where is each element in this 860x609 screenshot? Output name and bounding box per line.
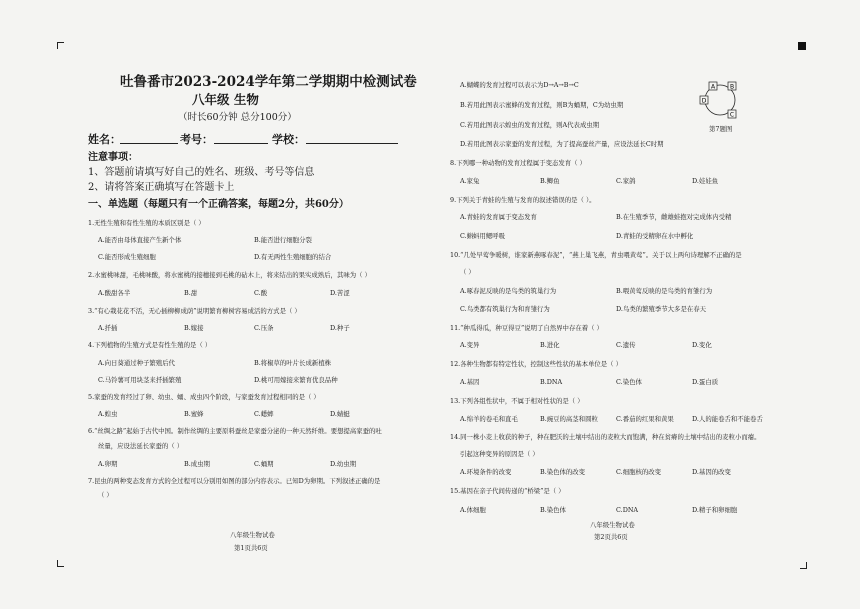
q2-option-d: D.苦涩 — [330, 289, 350, 297]
q7-option-b: B.若用此图表示蜜蜂的发育过程，则B为蛹期，C为幼虫期 — [460, 101, 624, 109]
figure-7-cycle-diagram — [692, 80, 752, 120]
q3-option-b: B.嫁接 — [184, 324, 204, 332]
q4-option-a: A.向日葵通过种子繁殖后代 — [98, 359, 175, 367]
question-14-line-2: 引起这种变异的原因是（ ） — [460, 450, 539, 458]
fig7-label-b: B — [729, 83, 735, 91]
q1-option-d: D.有无两性生殖细胞的结合 — [254, 253, 332, 261]
question-6-line-2: 丝量，应设法延长家蚕的（ ） — [98, 442, 184, 450]
q10-option-a: A.啄春泥反映的是鸟类的筑巢行为 — [460, 287, 557, 295]
name-field-label: 姓名： — [88, 133, 121, 146]
notice-2: 2、请将答案正确填写在答题卡上 — [88, 182, 235, 193]
q14-option-a: A.环境条件的改变 — [460, 468, 512, 476]
page-1-footer-number: 第1页共6页 — [234, 544, 268, 552]
question-6-line-1: 6.“丝绸之路”起始于古代中国。制作丝绸的主要原料蚕丝是家蚕分泌的一种天然纤维。要想提高家蚕的吐 — [88, 427, 382, 435]
question-7-line-1: 7.昆虫的两种变态发育方式的全过程可以分别用如图的部分内容表示。已知D为卵期。下列叙述正确的是 — [88, 477, 381, 485]
question-7-line-2: （ ） — [98, 491, 113, 499]
exam-no-field-label: 考号： — [180, 133, 213, 146]
school-field-line[interactable] — [306, 134, 398, 144]
question-10-line-1: 10.“几处早莺争暖树，谁家新燕啄春泥”，“燕上巢飞燕，青虫喂黄莺”。关于以上两句诗理解不正确的是 — [450, 251, 742, 259]
exam-page-2 — [430, 0, 860, 609]
page-1-footer-title: 八年级生物试卷 — [230, 531, 275, 539]
q2-option-c: C.酸 — [254, 289, 268, 297]
q3-option-d: D.种子 — [330, 324, 350, 332]
q5-option-d: D.蜻蜓 — [330, 410, 350, 418]
section-1-heading: 一、单选题（每题只有一个正确答案，每题2分，共60分） — [88, 199, 349, 210]
q1-option-c: C.能否形成生殖细胞 — [98, 253, 156, 261]
question-13: 13.下列各组性状中，不属于相对性状的是（ ） — [450, 397, 584, 405]
exam-title: 吐鲁番市2023-2024学年第二学期期中检测试卷 — [120, 74, 417, 90]
q7-option-a: A.蝴蝶的发育过程可以表示为D→A→B→C — [460, 81, 579, 89]
q5-option-a: A.蝗虫 — [98, 410, 118, 418]
q8-option-a: A.家兔 — [460, 177, 480, 185]
q6-option-c: C.蛹期 — [254, 460, 274, 468]
q9-option-d: D.青蛙的受精卵在水中孵化 — [616, 232, 694, 240]
fig7-label-c: C — [729, 111, 735, 119]
figure-7-caption: 第7题图 — [709, 125, 733, 133]
q7-option-c: C.若用此图表示蝗虫的发育过程，则A代表成虫期 — [460, 121, 600, 129]
q15-option-a: A.体细胞 — [460, 506, 486, 514]
q1-option-a: A.能否由母体直接产生新个体 — [98, 236, 182, 244]
q15-option-c: C.DNA — [616, 506, 639, 514]
school-field-label: 学校： — [272, 133, 305, 146]
q8-option-c: C.家鸽 — [616, 177, 636, 185]
q9-option-a: A.青蛙的发育属于变态发育 — [460, 213, 537, 221]
q4-option-b: B.将椒草的叶片长成新植株 — [254, 359, 332, 367]
q12-option-d: D.蛋白质 — [692, 378, 719, 386]
question-11: 11.“种瓜得瓜，种豆得豆”说明了自然界中存在着（ ） — [450, 324, 603, 332]
question-3: 3.“有心栽花花不活，无心插柳柳成荫”说明繁育柳树容易成活的方式是（ ） — [88, 307, 301, 315]
q10-option-c: C.鸟类都有筑巢行为和育雏行为 — [460, 305, 550, 313]
q13-option-c: C.番茄的红果和黄果 — [616, 415, 674, 423]
question-5: 5.家蚕的发育经过了卵、幼虫、蛹、成虫四个阶段，与家蚕发育过程相同的是（ ） — [88, 393, 320, 401]
q15-option-b: B.染色体 — [540, 506, 566, 514]
q13-option-d: D.人的能卷舌和不能卷舌 — [692, 415, 763, 423]
notice-1: 1、答题前请填写好自己的姓名、班级、考号等信息 — [88, 167, 315, 178]
exam-subtitle: 八年级 生物 — [192, 92, 259, 107]
q11-option-b: B.进化 — [540, 341, 560, 349]
question-8: 8.下列哪一种动物的发育过程属于变态发育（ ） — [450, 159, 586, 167]
question-1: 1.无性生殖和有性生殖的本质区别是（ ） — [88, 219, 205, 227]
q8-option-b: B.鲫鱼 — [540, 177, 560, 185]
q11-option-c: C.遗传 — [616, 341, 636, 349]
q6-option-a: A.卵期 — [98, 460, 118, 468]
q7-option-d: D.若用此图表示家蚕的发育过程，为了提高蚕丝产量，应设法延长C时期 — [460, 140, 664, 148]
q15-option-d: D.精子和卵细胞 — [692, 506, 738, 514]
question-15: 15.基因在亲子代间传递的“桥梁”是（ ） — [450, 487, 565, 495]
q12-option-a: A.基因 — [460, 378, 480, 386]
q11-option-a: A.变异 — [460, 341, 480, 349]
exam-no-field-line[interactable] — [214, 134, 268, 144]
q14-option-b: B.染色体的改变 — [540, 468, 586, 476]
q5-option-b: B.蜜蜂 — [184, 410, 204, 418]
q2-option-b: B.甜 — [184, 289, 198, 297]
q10-option-b: B.喂黄莺反映的是鸟类的育雏行为 — [616, 287, 713, 295]
question-4: 4.下列植物的生殖方式是有性生殖的是（ ） — [88, 341, 212, 349]
fig7-label-a: A — [710, 83, 716, 91]
name-field-line[interactable] — [120, 134, 178, 144]
q13-option-b: B.豌豆的高茎和圆粒 — [540, 415, 598, 423]
q4-option-d: D.桃可用嫁接来繁育优良品种 — [254, 376, 338, 384]
q12-option-b: B.DNA — [540, 378, 563, 386]
notice-heading: 注意事项： — [88, 152, 138, 163]
q3-option-a: A.扦插 — [98, 324, 118, 332]
q6-option-d: D.幼虫期 — [330, 460, 357, 468]
question-9: 9.下列关于青蛙的生殖与发育的叙述错误的是（ ）。 — [450, 196, 596, 204]
q11-option-d: D.变化 — [692, 341, 712, 349]
time-info: （时长60分钟 总分100分） — [178, 112, 297, 123]
q9-option-c: C.蝌蚪用鳃呼吸 — [460, 232, 506, 240]
q14-option-c: C.细胞核的改变 — [616, 468, 662, 476]
q3-option-c: C.压条 — [254, 324, 274, 332]
q9-option-b: B.在生殖季节，雌雄蛙抱对完成体内受精 — [616, 213, 732, 221]
page-2-footer-title: 八年级生物试卷 — [590, 521, 635, 529]
q14-option-d: D.基因的改变 — [692, 468, 731, 476]
q12-option-c: C.染色体 — [616, 378, 642, 386]
q8-option-d: D.娃娃鱼 — [692, 177, 719, 185]
q2-option-a: A.酸甜各半 — [98, 289, 131, 297]
q4-option-c: C.马铃薯可用块茎来扦插繁殖 — [98, 376, 182, 384]
question-2: 2.水蜜桃味甜，毛桃味酸，将水蜜桃的接穗接到毛桃的砧木上，将来结出的果实成熟后，其味为（ ） — [88, 271, 371, 279]
q5-option-c: C.蟋蟀 — [254, 410, 274, 418]
page-2-footer-number: 第2页共6页 — [594, 533, 628, 541]
q13-option-a: A.绵羊的卷毛和直毛 — [460, 415, 518, 423]
question-14-line-1: 14.同一株小麦上收获的种子，种在肥沃的土壤中结出的麦粒大而饱满，种在贫瘠的土壤中结出的麦粒小而瘪。 — [450, 433, 761, 441]
question-10-line-2: （ ） — [460, 268, 475, 276]
fig7-label-d: D — [701, 97, 707, 105]
question-12: 12.各种生物都有特定性状，控制这些性状的基本单位是（ ） — [450, 360, 622, 368]
q1-option-b: B.能否进行细胞分裂 — [254, 236, 312, 244]
q6-option-b: B.成虫期 — [184, 460, 210, 468]
q10-option-d: D.鸟类的繁殖季节大多是在春天 — [616, 305, 707, 313]
